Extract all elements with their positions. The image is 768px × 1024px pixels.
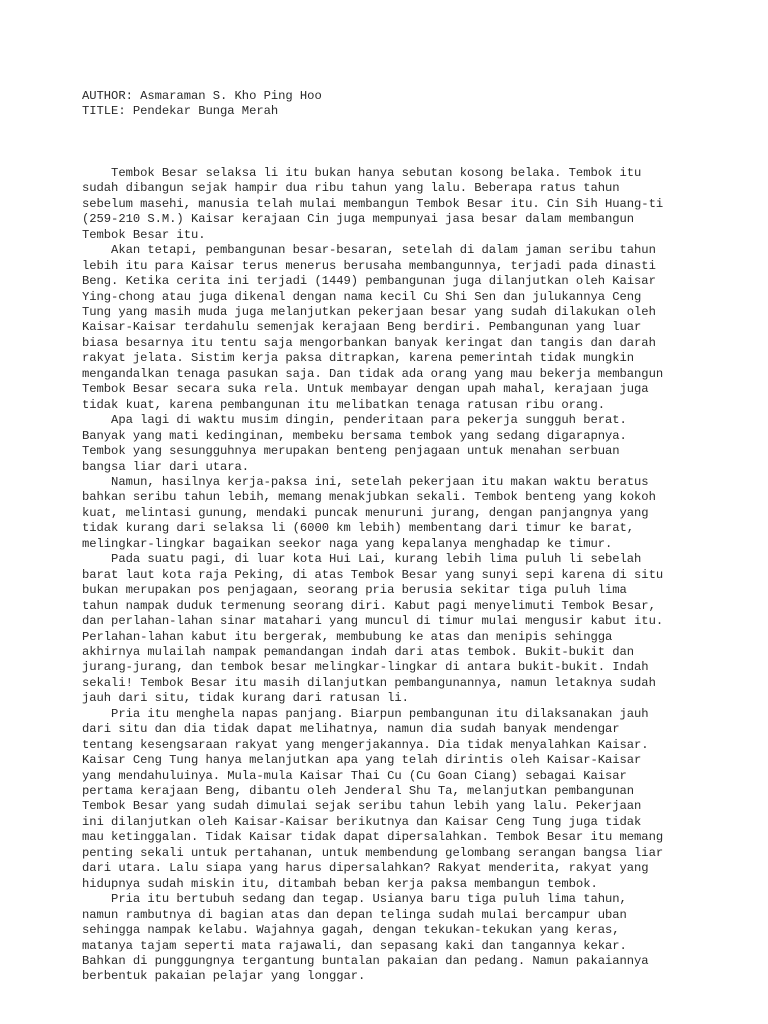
text-line: sehingga nampak kelabu. Wajahnya gagah, dengan tekukan-tekukan yang keras,: [82, 923, 620, 938]
header-spacer: [82, 120, 722, 166]
text-line: mengandalkan tenaga pasukan saja. Dan tidak ada orang yang mau bekerja membangun: [82, 366, 664, 381]
text-line: Perlahan-lahan kabut itu bergerak, membubung ke atas dan menipis sehingga: [82, 629, 613, 644]
text-line: matanya tajam seperti mata rajawali, dan sepasang kaki dan tangannya kekar.: [82, 938, 627, 953]
text-line: lebih itu para Kaisar terus menerus berusaha membangunnya, terjadi pada dinasti: [82, 258, 656, 273]
paragraph: [82, 892, 722, 985]
text-line: akhirnya mulailah nampak pemandangan indah dari atas tembok. Bukit-bukit dan: [82, 644, 635, 659]
text-line: kuat, melintasi gunung, mendaki puncak menuruni jurang, dengan panjangnya yang: [82, 505, 649, 520]
text-line: penting sekali untuk pertahanan, untuk membendung gelombang serangan bangsa liar: [82, 845, 664, 860]
text-line: Pada suatu pagi, di luar kota Hui Lai, kurang lebih lima puluh li sebelah: [82, 552, 642, 567]
text-line: Kaisar-Kaisar terdahulu semenjak kerajaan Beng berdiri. Pembangunan yang luar: [82, 320, 642, 335]
text-line: Apa lagi di waktu musim dingin, penderitaan para pekerja sungguh berat.: [82, 413, 627, 428]
text-line: tentang kesengsaraan rakyat yang mengerjakannya. Dia tidak menyalahkan Kaisar.: [82, 737, 649, 752]
text-line: Tembok Besar yang sudah dimulai sejak seribu tahun lebih yang lalu. Pekerjaan: [82, 799, 642, 814]
text-line: jurang-jurang, dan tembok besar melingkar-lingkar di antara bukit-bukit. Indah: [82, 660, 649, 675]
paragraph: [82, 475, 722, 552]
text-line: (259-210 S.M.) Kaisar kerajaan Cin juga mempunyai jasa besar dalam membangun: [82, 212, 635, 227]
text-line: berbentuk pakaian pelajar yang longgar.: [82, 969, 366, 984]
text-line: jauh dari situ, tidak kurang dari ratusan li.: [82, 691, 409, 706]
text-line: Tembok Besar itu.: [82, 227, 206, 242]
text-line: ini dilanjutkan oleh Kaisar-Kaisar berikutnya dan Kaisar Ceng Tung juga tidak: [82, 814, 642, 829]
text-line: tidak kuat, karena pembangunan itu melibatkan tenaga ratusan ribu orang.: [82, 397, 605, 412]
text-line: yang mendahuluinya. Mula-mula Kaisar Thai Cu (Cu Goan Ciang) sebagai Kaisar: [82, 768, 627, 783]
text-line: Namun, hasilnya kerja-paksa ini, setelah pekerjaan itu makan waktu beratus: [82, 474, 649, 489]
text-line: barat laut kota raja Peking, di atas Tembok Besar yang sunyi sepi karena di situ: [82, 567, 664, 582]
paragraph: [82, 166, 722, 243]
paragraph: [82, 413, 722, 475]
title-line: TITLE: Pendekar Bunga Merah: [82, 104, 279, 119]
text-line: Tembok yang sesungguhnya merupakan benteng penjagaan untuk menahan serbuan: [82, 444, 620, 459]
text-line: Kaisar Ceng Tung hanya melanjutkan apa yang telah dirintis oleh Kaisar-Kaisar: [82, 753, 642, 768]
text-line: Tung yang masih muda juga melanjutkan pekerjaan besar yang sudah dilakukan oleh: [82, 304, 656, 319]
paragraph: [82, 243, 722, 413]
text-line: tidak kurang dari selaksa li (6000 km lebih) membentang dari timur ke barat,: [82, 521, 635, 536]
text-line: Tembok Besar secara suka rela. Untuk membayar dengan upah mahal, kerajaan juga: [82, 382, 649, 397]
text-line: dan perlahan-lahan sinar matahari yang muncul di timur mulai mengusir kabut itu.: [82, 614, 664, 629]
text-line: namun rambutnya di bagian atas dan depan telinga sudah mulai bercampur uban: [82, 907, 627, 922]
text-line: dari situ dan dia tidak dapat melihatnya, namun dia sudah banyak mendengar: [82, 722, 620, 737]
text-line: Pria itu menghela napas panjang. Biarpun pembangunan itu dilaksanakan jauh: [82, 706, 649, 721]
paragraph: [82, 552, 722, 707]
text-line: melingkar-lingkar bagaikan seekor naga yang kepalanya menghadap ke timur.: [82, 536, 613, 551]
text-line: rakyat jelata. Sistim kerja paksa ditrapkan, karena pemerintah tidak mungkin: [82, 351, 635, 366]
text-line: bangsa liar dari utara.: [82, 459, 250, 474]
text-line: dari utara. Lalu siapa yang harus dipersalahkan? Rakyat menderita, rakyat yang: [82, 861, 649, 876]
text-line: Bahkan di punggungnya tergantung buntalan pakaian dan pedang. Namun pakaiannya: [82, 954, 649, 969]
text-line: biasa besarnya itu tentu saja mengorbankan banyak keringat dan tangis dan darah: [82, 335, 656, 350]
text-line: Pria itu bertubuh sedang dan tegap. Usianya baru tiga puluh lima tahun,: [82, 892, 627, 907]
document-body: [82, 89, 722, 985]
text-line: Beng. Ketika cerita ini terjadi (1449) pembangunan juga dilanjutkan oleh Kaisar: [82, 274, 656, 289]
text-line: bahkan seribu tahun lebih, memang menakjubkan sekali. Tembok benteng yang kokoh: [82, 490, 656, 505]
text-line: Ying-chong atau juga dikenal dengan nama kecil Cu Shi Sen dan julukannya Ceng: [82, 289, 642, 304]
author-line: AUTHOR: Asmaraman S. Kho Ping Hoo: [82, 89, 322, 103]
text-line: pertama kerajaan Beng, dibantu oleh Jenderal Shu Ta, melanjutkan pembangunan: [82, 784, 635, 799]
text-line: Banyak yang mati kedinginan, membeku bersama tembok yang sedang digarapnya.: [82, 428, 627, 443]
text-line: sebelum masehi, manusia telah mulai membangun Tembok Besar itu. Cin Sih Huang-ti: [82, 196, 664, 211]
text-line: tahun nampak duduk termenung seorang diri. Kabut pagi menyelimuti Tembok Besar,: [82, 598, 656, 613]
text-line: sudah dibangun sejak hampir dua ribu tahun yang lalu. Beberapa ratus tahun: [82, 181, 620, 196]
text-line: Akan tetapi, pembangunan besar-besaran, setelah di dalam jaman seribu tahun: [82, 243, 656, 258]
paragraph: [82, 707, 722, 892]
text-line: Tembok Besar selaksa li itu bukan hanya sebutan kosong belaka. Tembok itu: [82, 165, 642, 180]
text-line: mau ketinggalan. Tidak Kaisar tidak dapat dipersalahkan. Tembok Besar itu memang: [82, 830, 664, 845]
text-line: hidupnya sudah miskin itu, ditambah beban kerja paksa membangun tembok.: [82, 876, 598, 891]
text-line: bukan merupakan pos penjagaan, seorang pria berusia sekitar tiga puluh lima: [82, 583, 627, 598]
text-line: sekali! Tembok Besar itu masih dilanjutkan pembangunannya, namun letaknya sudah: [82, 675, 656, 690]
